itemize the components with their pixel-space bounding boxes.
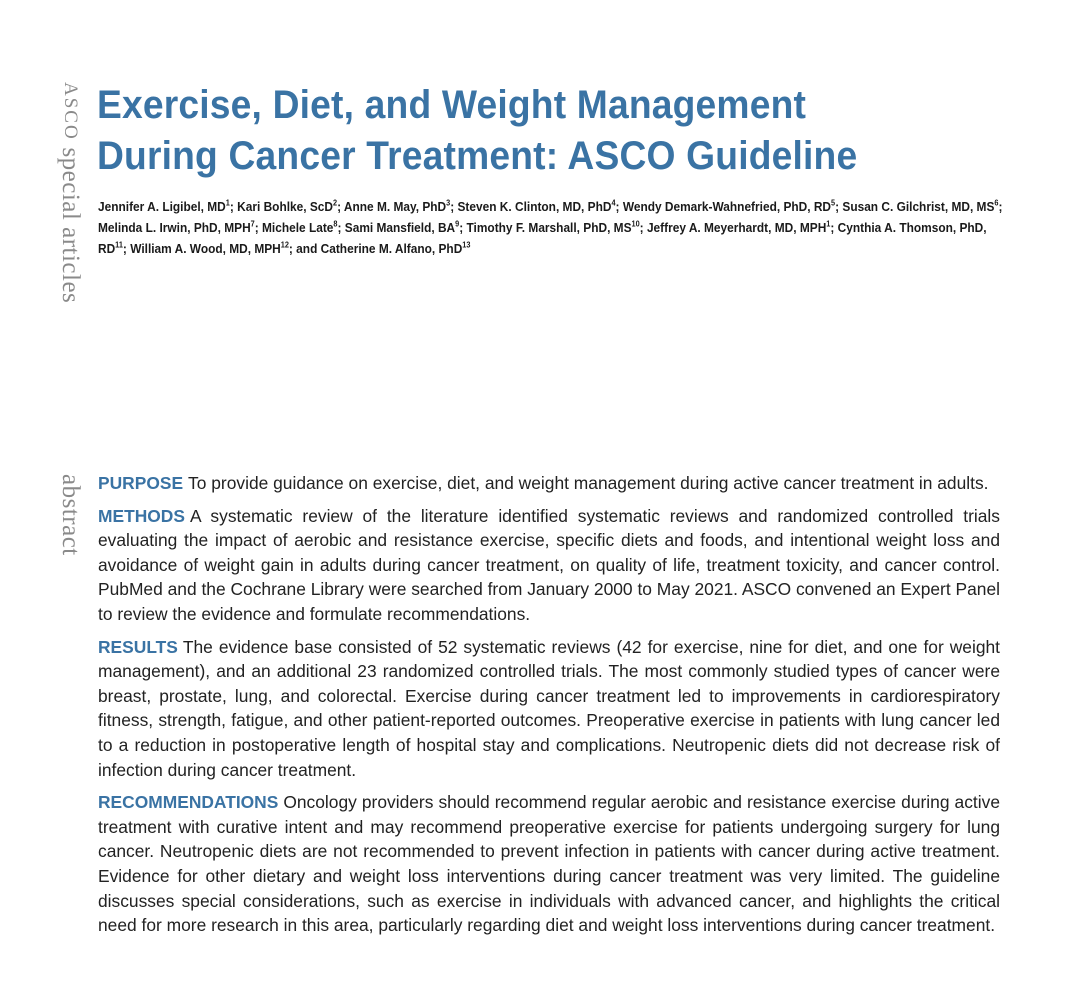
author-name: Michele Late <box>262 220 334 235</box>
recommendations-heading: RECOMMENDATIONS <box>98 792 279 813</box>
author-separator: ; <box>998 199 1003 214</box>
abstract-methods <box>98 504 1000 627</box>
abstract-purpose <box>98 471 1000 496</box>
author-affiliation-number: 6 <box>994 198 999 208</box>
author-separator: ; <box>459 220 467 235</box>
author-affiliation-number: 10 <box>631 219 640 229</box>
author-affiliation-number: 4 <box>611 198 616 208</box>
author-separator: ; <box>639 220 647 235</box>
author-name: William A. Wood, MD, MPH <box>130 241 281 256</box>
section-label-abstract: abstract <box>57 474 84 556</box>
abstract-recommendations <box>98 790 1000 938</box>
author-affiliation-number: 9 <box>455 219 460 229</box>
author-name: Jeffrey A. Meyerhardt, MD, MPH <box>646 220 827 235</box>
author-affiliation-number: 12 <box>280 240 289 250</box>
recommendations-text: Oncology providers should recommend regular aerobic and resistance exercise during active treatment with curative intent and may recommend preoperative exercise for patients undergoing surgery for lung cancer. Neutropenic diets are not recommended to prevent infection in patients with cancer during active treatment. Evidence for other dietary and weight loss interventions during cancer treatment was very limited. The guideline discusses special considerations, such as exercise in individuals with advanced cancer, and highlights the critical need for more research in this area, particularly regarding diet and weight loss interventions during cancer treatment. <box>98 792 1000 936</box>
abstract <box>98 471 1000 946</box>
author-name: Sami Mansfield, BA <box>344 220 456 235</box>
author-affiliation-number: 1 <box>225 198 230 208</box>
author-separator: ; <box>229 199 238 214</box>
author-name: Susan C. Gilchrist, MD, MS <box>842 199 995 214</box>
author-affiliation-number: 8 <box>333 219 338 229</box>
purpose-heading: PURPOSE <box>98 473 184 493</box>
methods-heading: METHODS <box>98 505 185 526</box>
section-label-special-articles <box>56 82 84 303</box>
abstract-results <box>98 635 1000 783</box>
purpose-text: To provide guidance on exercise, diet, and weight management during active cancer treatment in adults. <box>188 473 989 493</box>
author-name: Jennifer A. Ligibel, MD <box>98 199 226 214</box>
author-separator: ; <box>835 199 843 214</box>
article-title-line-2: During Cancer Treatment: ASCO Guideline <box>97 134 858 178</box>
author-affiliation-number: 5 <box>831 198 836 208</box>
author-name: Wendy Demark-Wahnefried, PhD, RD <box>622 199 832 214</box>
author-separator: ; <box>122 241 131 256</box>
author-separator: ; <box>830 220 838 235</box>
author-name: Steven K. Clinton, MD, PhD <box>457 199 612 214</box>
author-affiliation-number: 1 <box>826 219 831 229</box>
author-affiliation-number: 13 <box>462 240 471 250</box>
author-list <box>98 196 1004 259</box>
author-affiliation-number: 3 <box>446 198 451 208</box>
section-label-asco: ASCO <box>60 82 81 141</box>
author-separator: ; <box>337 220 345 235</box>
author-separator: ; <box>254 220 263 235</box>
author-separator: ; and <box>288 241 321 256</box>
author-affiliation-number: 2 <box>332 198 338 208</box>
author-name: Cynthia A. Thomson, PhD, RD <box>98 220 987 256</box>
author-name: Timothy F. Marshall, PhD, MS <box>466 220 632 235</box>
section-label-rest: special articles <box>57 140 84 304</box>
author-name: Kari Bohlke, ScD <box>237 199 333 214</box>
author-name: Catherine M. Alfano, PhD <box>320 241 463 256</box>
author-separator: ; <box>450 199 458 214</box>
article-title <box>97 80 857 182</box>
author-separator: ; <box>615 199 623 214</box>
methods-text: A systematic review of the literature identified systematic reviews and randomized controlled trials evaluating the impact of aerobic and resistance exercise, specific diets and foods, and intentional weight loss and avoidance of weight gain in adults during cancer treatment, on quality of life, treatment toxicity, and cancer control. PubMed and the Cochrane Library were searched from January 2000 to May 2021. ASCO convened an Expert Panel to review the evidence and formulate recommendations. <box>98 505 1000 624</box>
results-text: The evidence base consisted of 52 systematic reviews (42 for exercise, nine for diet, and one for weight management), and an additional 23 randomized controlled trials. The most commonly studied types of cancer were breast, prostate, lung, and colorectal. Exercise during cancer treatment led to improvements in cardiorespiratory fitness, strength, fatigue, and other patient-reported outcomes. Preoperative exercise in patients with lung cancer led to a reduction in postoperative length of hospital stay and complications. Neutropenic diets did not decrease risk of infection during cancer treatment. <box>98 636 1000 780</box>
author-separator: ; <box>337 199 344 214</box>
author-affiliation-number: 11 <box>115 240 123 250</box>
author-affiliation-number: 7 <box>250 219 255 229</box>
article-title-line-1: Exercise, Diet, and Weight Management <box>97 83 807 127</box>
author-name: Anne M. May, PhD <box>343 199 447 214</box>
results-heading: RESULTS <box>98 636 178 657</box>
author-name: Melinda L. Irwin, PhD, MPH <box>98 220 251 235</box>
